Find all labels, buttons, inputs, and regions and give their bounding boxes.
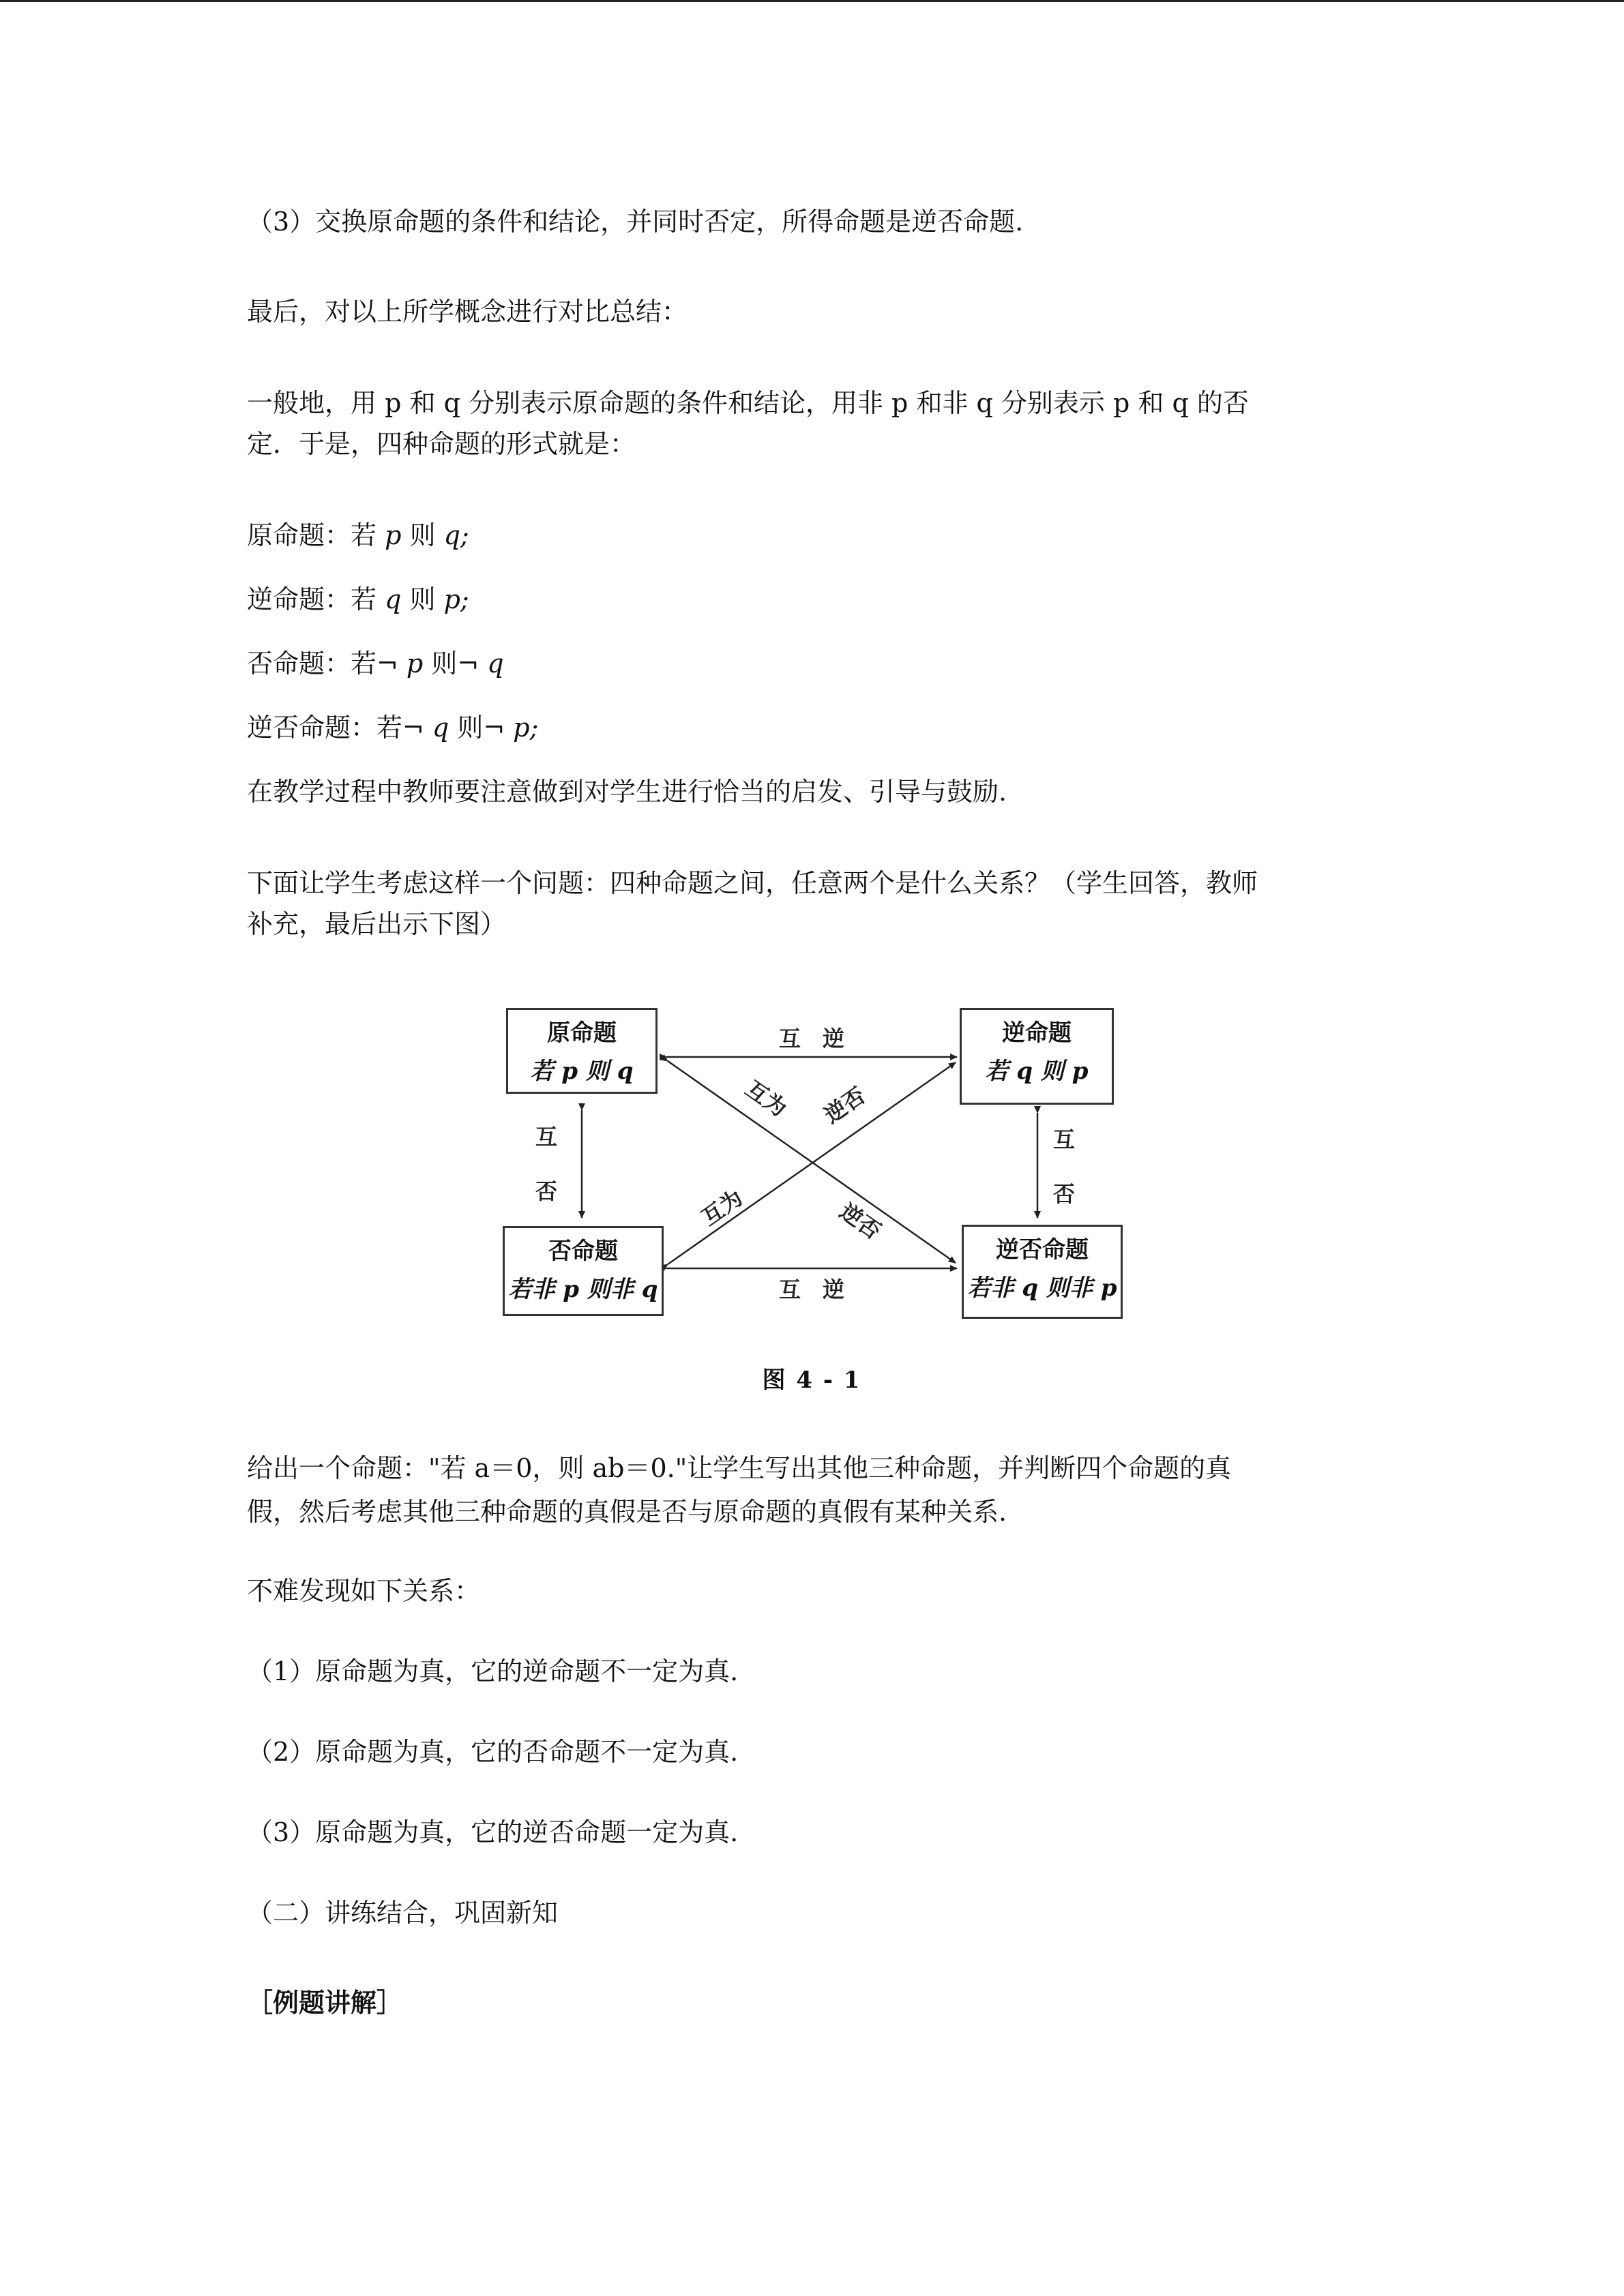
arrow-diagonal-1 xyxy=(668,1061,956,1263)
label-bottom-converse: 互 逆 xyxy=(778,1277,845,1302)
box-converse-proposition xyxy=(960,1008,1114,1105)
label-right-2: 否 xyxy=(1052,1181,1076,1207)
form-converse: 逆命题：若 q 则 p; xyxy=(247,584,469,614)
label-diag1-b: 逆否 xyxy=(835,1198,886,1244)
label-left-1: 互 xyxy=(535,1124,558,1150)
paragraph-contrapositive-definition: （3）交换原命题的条件和结论，并同时否定，所得命题是逆否命题. xyxy=(247,207,1024,237)
four-propositions-diagram xyxy=(501,1002,1122,1330)
box-contrapositive-title: 逆否命题 xyxy=(996,1236,1089,1264)
box-contrapositive-proposition xyxy=(962,1225,1123,1319)
paragraph-general-line1: 一般地，用 p 和 q 分别表示原命题的条件和结论，用非 p 和非 q 分别表示 p 和 q 的否 xyxy=(247,388,1249,418)
paragraph-relations-intro: 不难发现如下关系： xyxy=(247,1576,481,1606)
form-inverse: 否命题：若¬ p 则¬ q xyxy=(247,648,504,679)
label-right-1: 互 xyxy=(1052,1127,1076,1152)
box-original-title: 原命题 xyxy=(547,1019,617,1047)
relation-1: （1）原命题为真，它的逆命题不一定为真. xyxy=(247,1656,739,1686)
label-top-converse: 互 逆 xyxy=(778,1026,845,1052)
relation-2: （2）原命题为真，它的否命题不一定为真. xyxy=(247,1737,739,1767)
label-diag1-a: 互为 xyxy=(741,1075,792,1122)
box-original-proposition xyxy=(506,1008,658,1094)
section-heading-examples: ［例题讲解］ xyxy=(247,1987,403,2018)
paragraph-example-line2: 假，然后考虑其他三种命题的真假是否与原命题的真假有某种关系. xyxy=(247,1497,1007,1527)
figure-caption: 图 4 - 1 xyxy=(762,1367,861,1394)
page-top-border xyxy=(0,0,1624,2)
paragraph-question-line1: 下面让学生考虑这样一个问题：四种命题之间，任意两个是什么关系？（学生回答，教师 xyxy=(247,868,1258,898)
box-inverse-proposition xyxy=(503,1226,664,1316)
section-heading-practice: （二）讲练结合，巩固新知 xyxy=(247,1898,559,1928)
box-contrapositive-body: 若非 q 则非 p xyxy=(967,1274,1117,1302)
box-converse-body: 若 q 则 p xyxy=(985,1058,1089,1085)
relation-3: （3）原命题为真，它的逆否命题一定为真. xyxy=(247,1817,739,1847)
arrow-diagonal-2 xyxy=(668,1062,956,1264)
paragraph-general-line2: 定．于是，四种命题的形式就是： xyxy=(247,429,636,459)
box-original-body: 若 p 则 q xyxy=(530,1058,634,1085)
paragraph-question-line2: 补充，最后出示下图） xyxy=(247,909,507,939)
box-converse-title: 逆命题 xyxy=(1002,1019,1072,1047)
box-inverse-body: 若非 p 则非 q xyxy=(508,1276,658,1303)
label-diag2-a: 互为 xyxy=(696,1184,748,1231)
form-original: 原命题：若 p 则 q; xyxy=(247,520,469,550)
paragraph-example-line1: 给出一个命题："若 a＝0，则 ab＝0."让学生写出其他三种命题，并判断四个命题的真 xyxy=(247,1453,1232,1483)
label-left-2: 否 xyxy=(535,1178,558,1204)
paragraph-teaching-note: 在教学过程中教师要注意做到对学生进行恰当的启发、引导与鼓励. xyxy=(247,777,1007,807)
form-contrapositive: 逆否命题：若¬ q 则¬ p; xyxy=(247,713,539,743)
paragraph-summary-intro: 最后，对以上所学概念进行对比总结： xyxy=(247,297,688,327)
label-diag2-b: 逆否 xyxy=(819,1082,870,1129)
box-inverse-title: 否命题 xyxy=(548,1238,618,1265)
